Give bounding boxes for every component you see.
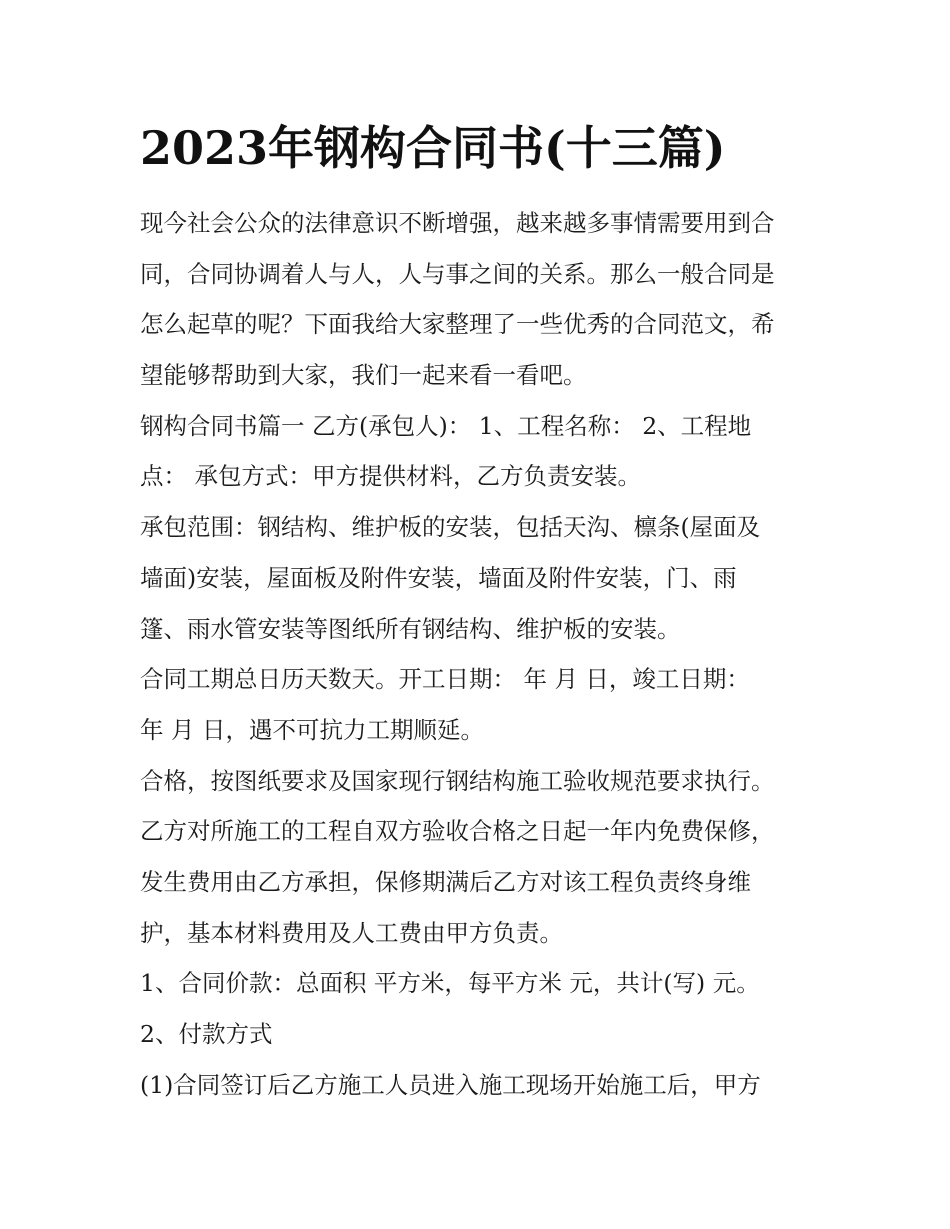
text-line: 乙方对所施工的工程自双方验收合格之日起一年内免费保修， — [140, 817, 775, 846]
text-line: 护，基本材料费用及人工费由甲方负责。 — [140, 918, 563, 947]
text-line: 篷、雨水管安装等图纸所有钢结构、维护板的安装。 — [140, 614, 681, 643]
text-line: 承包范围：钢结构、维护板的安装，包括天沟、檩条(屋面及 — [140, 513, 761, 542]
text-line: 发生费用由乙方承担，保修期满后乙方对该工程负责终身维 — [140, 867, 751, 896]
text-line: 同，合同协调着人与人，人与事之间的关系。那么一般合同是 — [140, 259, 775, 288]
text-line: 年 月 日，遇不可抗力工期顺延。 — [140, 715, 484, 744]
text-line: 点： 承包方式：甲方提供材料，乙方负责安装。 — [140, 462, 641, 491]
text-line: 现今社会公众的法律意识不断增强，越来越多事情需要用到合 — [140, 209, 775, 237]
text-line: 钢构合同书篇一 乙方(承包人)： 1、工程名称： 2、工程地 — [140, 411, 752, 440]
document-title: 2023年钢构合同书(十三篇) — [140, 121, 726, 175]
text-line: 怎么起草的呢？下面我给大家整理了一些优秀的合同范文，希 — [140, 310, 775, 339]
document-body — [140, 198, 830, 1110]
text-line: 合同工期总日历天数天。开工日期： 年 月 日，竣工日期： — [140, 665, 750, 694]
text-line: 2、付款方式 — [140, 1020, 273, 1048]
text-line: 墙面)安装，屋面板及附件安装，墙面及附件安装，门、雨 — [140, 563, 737, 592]
text-line: 1、合同价款：总面积 平方米，每平方米 元，共计(写) 元。 — [140, 969, 760, 998]
text-line: (1)合同签订后乙方施工人员进入施工现场开始施工后，甲方 — [140, 1070, 761, 1099]
text-line: 望能够帮助到大家，我们一起来看一看吧。 — [140, 361, 587, 390]
text-line: 合格，按图纸要求及国家现行钢结构施工验收规范要求执行。 — [140, 766, 775, 795]
